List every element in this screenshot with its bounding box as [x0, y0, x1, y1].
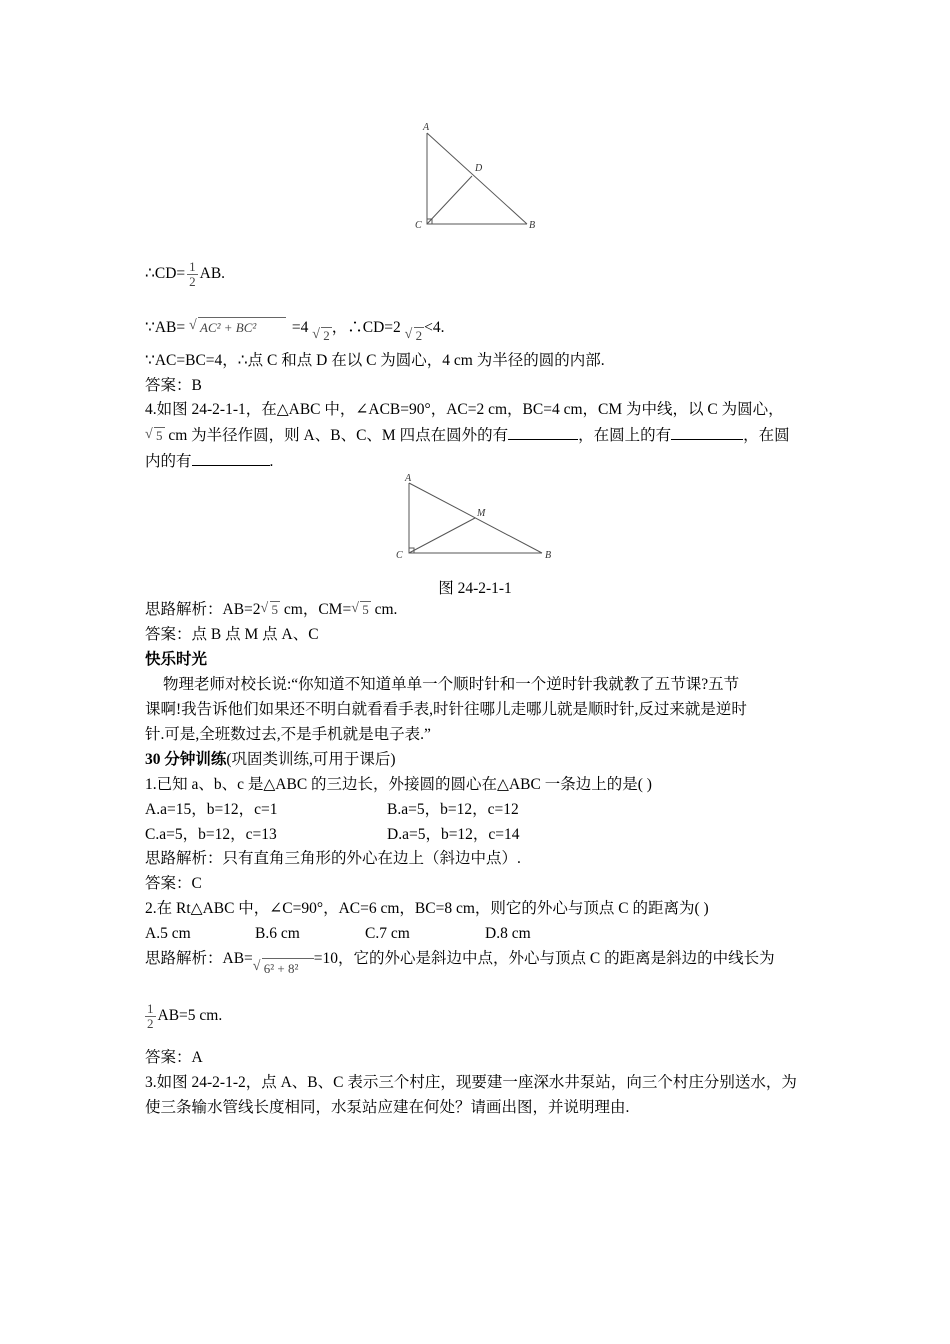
sqrt-2b: √ 2 [405, 326, 425, 346]
cd-equation: ∴CD= $\frac{1}{2}$ AB. [145, 259, 226, 289]
sqrt-5: √ 5 [145, 426, 165, 446]
label-a: A [423, 122, 430, 133]
q4-line1: 4.如图 24-2-1-1，在△ABC 中，∠ACB=90°，AC=2 cm，BC=4 cm，CM 为中线，以 C 为圆心， [145, 401, 784, 418]
t1-answer: 答案：C [145, 875, 202, 892]
sqrt-5a: √ 5 [261, 600, 281, 620]
t2-answer: 答案：A [145, 1049, 203, 1066]
side-ab [427, 133, 527, 224]
happy-paragraph-line3: 针.可是,全班数过去,不是手机就是电子表.” [145, 726, 431, 743]
t1-question: 1.已知 a、b、c 是△ABC 的三边长，外接圆的圆心在△ABC 一条边上的是( ) [145, 776, 652, 793]
q4-solution: 思路解析：AB=2√ 5 cm，CM=√ 5 cm. [145, 600, 397, 620]
q4-line3: 内的有 . [145, 453, 274, 470]
answer-b: 答案：B [145, 377, 202, 394]
fraction-half: $\frac{1}{2}$ [147, 1001, 154, 1031]
segment-cd [427, 176, 472, 224]
t2-options: A.5 cm B.6 cm C.7 cm D.8 cm [145, 925, 531, 942]
q4-answer: 答案：点 B 点 M 点 A、C [145, 626, 319, 643]
ac-bc-statement: ∵AC=BC=4，∴点 C 和点 D 在以 C 为圆心，4 cm 为半径的圆的内部. [145, 352, 605, 369]
t2-half-ab: $\frac{1}{2}$ AB=5 cm. [147, 1001, 223, 1031]
t1-options-row2: C.a=5，b=12，c=13 D.a=5，b=12，c=14 [145, 826, 520, 843]
label-m: M [477, 508, 486, 519]
q4-line2: √ 5 cm 为半径作圆，则 A、B、C、M 四点在圆外的有 ，在圆上的有 ，在圆 [145, 425, 790, 446]
label-c: C [415, 220, 422, 231]
sqrt-6-8: √ 6² + 8² [253, 958, 314, 979]
t2-solution: 思路解析：AB=√ 6² + 8²=10，它的外心是斜边中点，外心与顶点 C 的距离是斜边的中线长为 [145, 948, 775, 969]
figure-caption: 图 24-2-1-1 [438, 580, 512, 597]
triangle-figure-abc-d [405, 118, 545, 236]
label-c: C [396, 550, 403, 561]
segment-cm [409, 518, 475, 553]
label-a: A [405, 473, 412, 484]
label-b: B [529, 220, 536, 231]
blank-on [671, 425, 743, 440]
label-d: D [475, 163, 483, 174]
blank-outside [508, 425, 578, 440]
t3-line1: 3.如图 24-2-1-2，点 A、B、C 表示三个村庄，现要建一座深水井泵站，向三个村庄分别送水，为 [145, 1074, 797, 1091]
blank-inside [192, 451, 270, 466]
triangle-figure-abc-m [390, 470, 560, 565]
happy-paragraph-line1: 物理老师对校长说:“你知道不知道单单一个顺时针和一个逆时针我就教了五节课?五节 [163, 676, 740, 693]
t1-solution: 思路解析：只有直角三角形的外心在边上（斜边中点）. [145, 850, 521, 867]
happy-time-heading: 快乐时光 [145, 651, 208, 668]
t1-options-row1: A.a=15，b=12，c=1 B.a=5，b=12，c=12 [145, 801, 519, 818]
fraction-half: $\frac{1}{2}$ [189, 259, 196, 289]
t3-line2: 使三条输水管线长度相同，水泵站应建在何处？请画出图，并说明理由. [145, 1099, 630, 1116]
ab-equation: ∵AB= √ AC² + BC² =4 √ 2 ，∴CD=2 √ 2 <4. [145, 303, 445, 338]
sqrt-ac-bc: √ AC² + BC² [189, 317, 288, 338]
t2-question: 2.在 Rt△ABC 中，∠C=90°，AC=6 cm，BC=8 cm，则它的外心与顶点 C 的距离为( ) [145, 900, 709, 917]
training-heading: 30 分钟训练(巩固类训练,可用于课后) [145, 751, 396, 768]
sqrt-5b: √ 5 [351, 600, 371, 620]
happy-paragraph-line2: 课啊!我告诉他们如果还不明白就看看手表,时针往哪儿走哪儿就是顺时针,反过来就是逆时 [145, 701, 747, 718]
sqrt-2: √ 2 [312, 326, 332, 346]
label-b: B [545, 550, 552, 561]
